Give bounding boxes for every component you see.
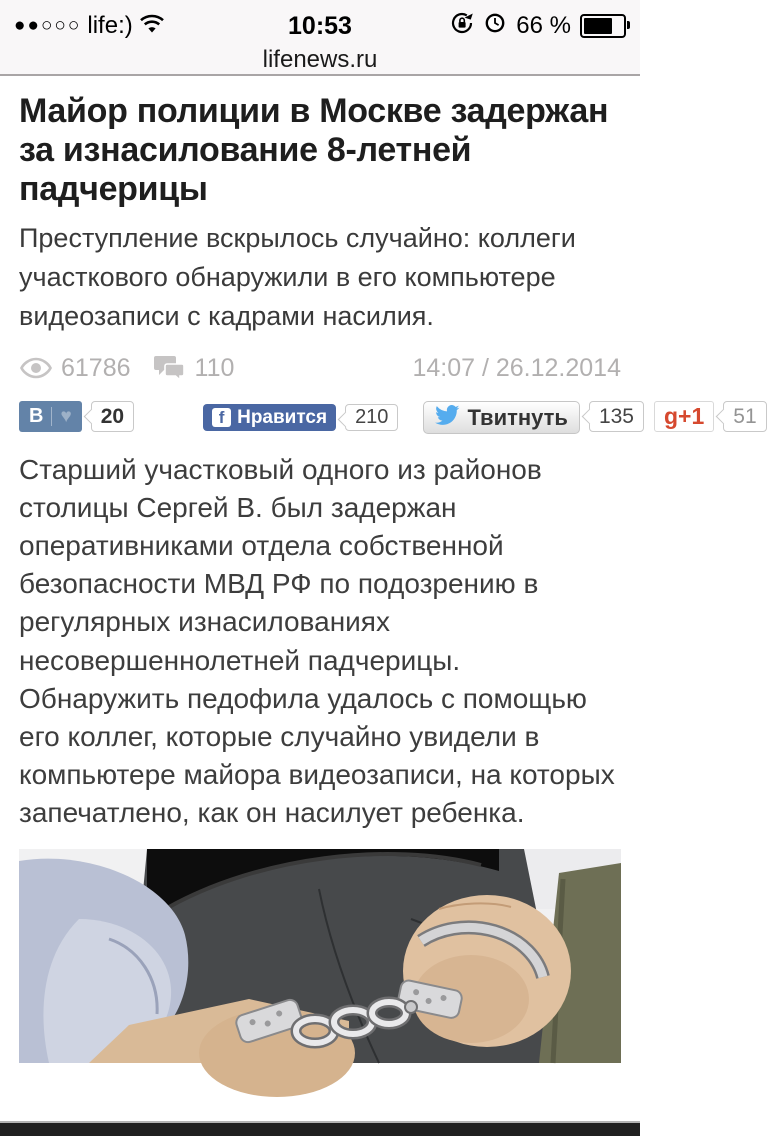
vk-heart-icon: ♥ [60, 406, 72, 428]
status-bar [0, 0, 640, 46]
vk-share-widget [19, 401, 134, 432]
carrier-block [14, 12, 165, 40]
address-bar-domain[interactable]: lifenews.ru [262, 46, 378, 73]
article-meta-row [19, 351, 621, 385]
article-title: Майор полиции в Москве задержан за изнасилование 8-летней падчерицы [19, 92, 609, 209]
facebook-like-count[interactable]: 210 [345, 404, 398, 431]
tweet-button[interactable] [423, 401, 580, 434]
status-right-icons [450, 11, 626, 41]
browser-chrome [0, 0, 640, 76]
photo-illustration [19, 849, 621, 1063]
views-count: 61786 [61, 353, 131, 382]
alarm-clock-icon [483, 11, 507, 41]
signal-strength-dots: ●●○○○ [14, 15, 82, 36]
twitter-bird-icon [435, 405, 460, 431]
gplus-button-label: g+1 [664, 403, 705, 430]
carrier-label: life:) [87, 12, 133, 39]
article-body: Старший участковый одного из районов столицы Сергей В. был задержан оперативниками отдела собственной безопасности МВД РФ по подозрению в регулярных изнасилованиях несовершеннолетней падчерицы. Обнаружить педофила удалось с помощью его коллег, которые случайно увидели в компьютере майора видеозаписи, на которых запечатлено, как он насилует ребенка. [19, 454, 615, 828]
vk-divider [51, 407, 52, 426]
share-buttons-row [19, 401, 757, 439]
rotation-lock-icon [450, 11, 474, 41]
page-bottom-dark-bar [0, 1121, 640, 1136]
wifi-icon [139, 13, 165, 40]
article-lead: Преступление вскрылось случайно: коллеги участкового обнаружили в его компьютере видеозаписи с кадрами насилия. [19, 223, 576, 331]
vk-logo: В [29, 405, 44, 428]
facebook-like-widget [203, 401, 398, 431]
views-icon [19, 356, 53, 380]
gplus-count[interactable]: 51 [723, 401, 766, 432]
comments-count: 110 [194, 353, 235, 382]
battery-percent-label: 66 % [516, 12, 571, 39]
publish-datetime: 14:07 / 26.12.2014 [412, 353, 621, 382]
facebook-logo: f [212, 408, 231, 427]
tweet-button-label: Твитнуть [467, 404, 568, 430]
status-clock: 10:53 [288, 11, 352, 40]
battery-icon [580, 14, 626, 38]
vk-share-button[interactable] [19, 401, 82, 432]
facebook-like-button[interactable] [203, 404, 336, 431]
gplus-widget [654, 401, 767, 432]
tweet-count[interactable]: 135 [589, 401, 644, 432]
article-page [0, 92, 757, 1063]
article-photo[interactable] [19, 849, 621, 1063]
facebook-like-label: Нравится [237, 406, 328, 428]
address-bar[interactable] [0, 46, 640, 76]
comments-icon [153, 354, 187, 382]
vk-share-count[interactable]: 20 [91, 401, 134, 432]
gplus-button[interactable] [654, 401, 714, 432]
twitter-share-widget [423, 401, 644, 434]
